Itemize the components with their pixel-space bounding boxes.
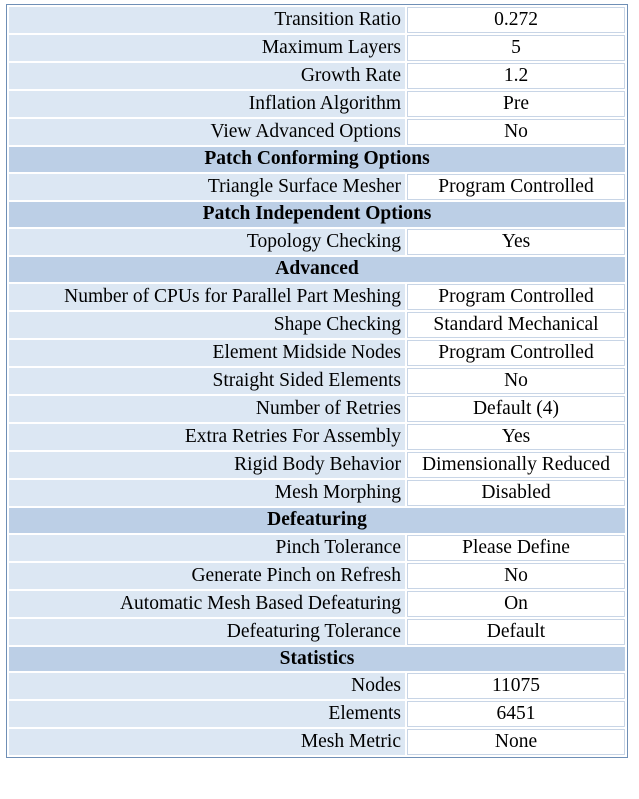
property-row-mesh-morphing bbox=[9, 480, 625, 506]
property-value[interactable]: Disabled bbox=[407, 480, 625, 506]
property-row-view-advanced-options bbox=[9, 119, 625, 145]
property-row-pinch-tolerance bbox=[9, 535, 625, 561]
property-label: Inflation Algorithm bbox=[9, 91, 405, 117]
property-row-number-of-cpus-for-parallel-part-meshing bbox=[9, 284, 625, 310]
property-value[interactable]: 11075 bbox=[407, 673, 625, 699]
property-value[interactable]: Dimensionally Reduced bbox=[407, 452, 625, 478]
property-value[interactable]: None bbox=[407, 729, 625, 755]
property-label: Elements bbox=[9, 701, 405, 727]
property-row-growth-rate bbox=[9, 63, 625, 89]
property-label: Mesh Metric bbox=[9, 729, 405, 755]
section-title: Advanced bbox=[9, 257, 625, 282]
property-label: Triangle Surface Mesher bbox=[9, 174, 405, 200]
property-value[interactable]: Standard Mechanical bbox=[407, 312, 625, 338]
property-label: Element Midside Nodes bbox=[9, 340, 405, 366]
property-row-mesh-metric bbox=[9, 729, 625, 755]
property-value[interactable]: Default bbox=[407, 619, 625, 645]
property-label: Mesh Morphing bbox=[9, 480, 405, 506]
property-label: Straight Sided Elements bbox=[9, 368, 405, 394]
property-label: Defeaturing Tolerance bbox=[9, 619, 405, 645]
property-row-generate-pinch-on-refresh bbox=[9, 563, 625, 589]
section-header-patch-conforming-options bbox=[9, 147, 625, 172]
property-row-shape-checking bbox=[9, 312, 625, 338]
property-row-straight-sided-elements bbox=[9, 368, 625, 394]
property-value[interactable]: 0.272 bbox=[407, 7, 625, 33]
mesh-details-panel bbox=[6, 4, 628, 758]
property-label: Rigid Body Behavior bbox=[9, 452, 405, 478]
section-header-statistics bbox=[9, 647, 625, 672]
property-value[interactable]: 6451 bbox=[407, 701, 625, 727]
property-row-topology-checking bbox=[9, 229, 625, 255]
section-title: Patch Independent Options bbox=[9, 202, 625, 227]
property-value[interactable]: Default (4) bbox=[407, 396, 625, 422]
property-row-nodes bbox=[9, 673, 625, 699]
property-label: Nodes bbox=[9, 673, 405, 699]
property-label: Number of CPUs for Parallel Part Meshing bbox=[9, 284, 405, 310]
property-label: Extra Retries For Assembly bbox=[9, 424, 405, 450]
property-value[interactable]: Yes bbox=[407, 424, 625, 450]
property-row-triangle-surface-mesher bbox=[9, 174, 625, 200]
section-header-patch-independent-options bbox=[9, 202, 625, 227]
section-title: Statistics bbox=[9, 647, 625, 672]
section-title: Defeaturing bbox=[9, 508, 625, 533]
property-row-defeaturing-tolerance bbox=[9, 619, 625, 645]
property-label: Shape Checking bbox=[9, 312, 405, 338]
property-value[interactable]: No bbox=[407, 119, 625, 145]
property-row-inflation-algorithm bbox=[9, 91, 625, 117]
mesh-properties-table bbox=[6, 4, 628, 758]
property-row-element-midside-nodes bbox=[9, 340, 625, 366]
property-value[interactable]: No bbox=[407, 368, 625, 394]
property-row-extra-retries-for-assembly bbox=[9, 424, 625, 450]
property-row-rigid-body-behavior bbox=[9, 452, 625, 478]
property-value[interactable]: Pre bbox=[407, 91, 625, 117]
property-label: Generate Pinch on Refresh bbox=[9, 563, 405, 589]
property-label: Number of Retries bbox=[9, 396, 405, 422]
property-value[interactable]: 5 bbox=[407, 35, 625, 61]
property-value[interactable]: Program Controlled bbox=[407, 284, 625, 310]
property-value[interactable]: Yes bbox=[407, 229, 625, 255]
property-label: Topology Checking bbox=[9, 229, 405, 255]
property-label: View Advanced Options bbox=[9, 119, 405, 145]
section-header-defeaturing bbox=[9, 508, 625, 533]
mesh-properties-body bbox=[9, 7, 625, 755]
property-label: Pinch Tolerance bbox=[9, 535, 405, 561]
property-value[interactable]: 1.2 bbox=[407, 63, 625, 89]
property-value[interactable]: On bbox=[407, 591, 625, 617]
property-value[interactable]: No bbox=[407, 563, 625, 589]
property-label: Transition Ratio bbox=[9, 7, 405, 33]
property-row-number-of-retries bbox=[9, 396, 625, 422]
section-title: Patch Conforming Options bbox=[9, 147, 625, 172]
property-value[interactable]: Please Define bbox=[407, 535, 625, 561]
property-row-automatic-mesh-based-defeaturing bbox=[9, 591, 625, 617]
property-row-elements bbox=[9, 701, 625, 727]
section-header-advanced bbox=[9, 257, 625, 282]
property-row-transition-ratio bbox=[9, 7, 625, 33]
property-value[interactable]: Program Controlled bbox=[407, 340, 625, 366]
property-row-maximum-layers bbox=[9, 35, 625, 61]
property-label: Automatic Mesh Based Defeaturing bbox=[9, 591, 405, 617]
property-label: Growth Rate bbox=[9, 63, 405, 89]
property-label: Maximum Layers bbox=[9, 35, 405, 61]
property-value[interactable]: Program Controlled bbox=[407, 174, 625, 200]
